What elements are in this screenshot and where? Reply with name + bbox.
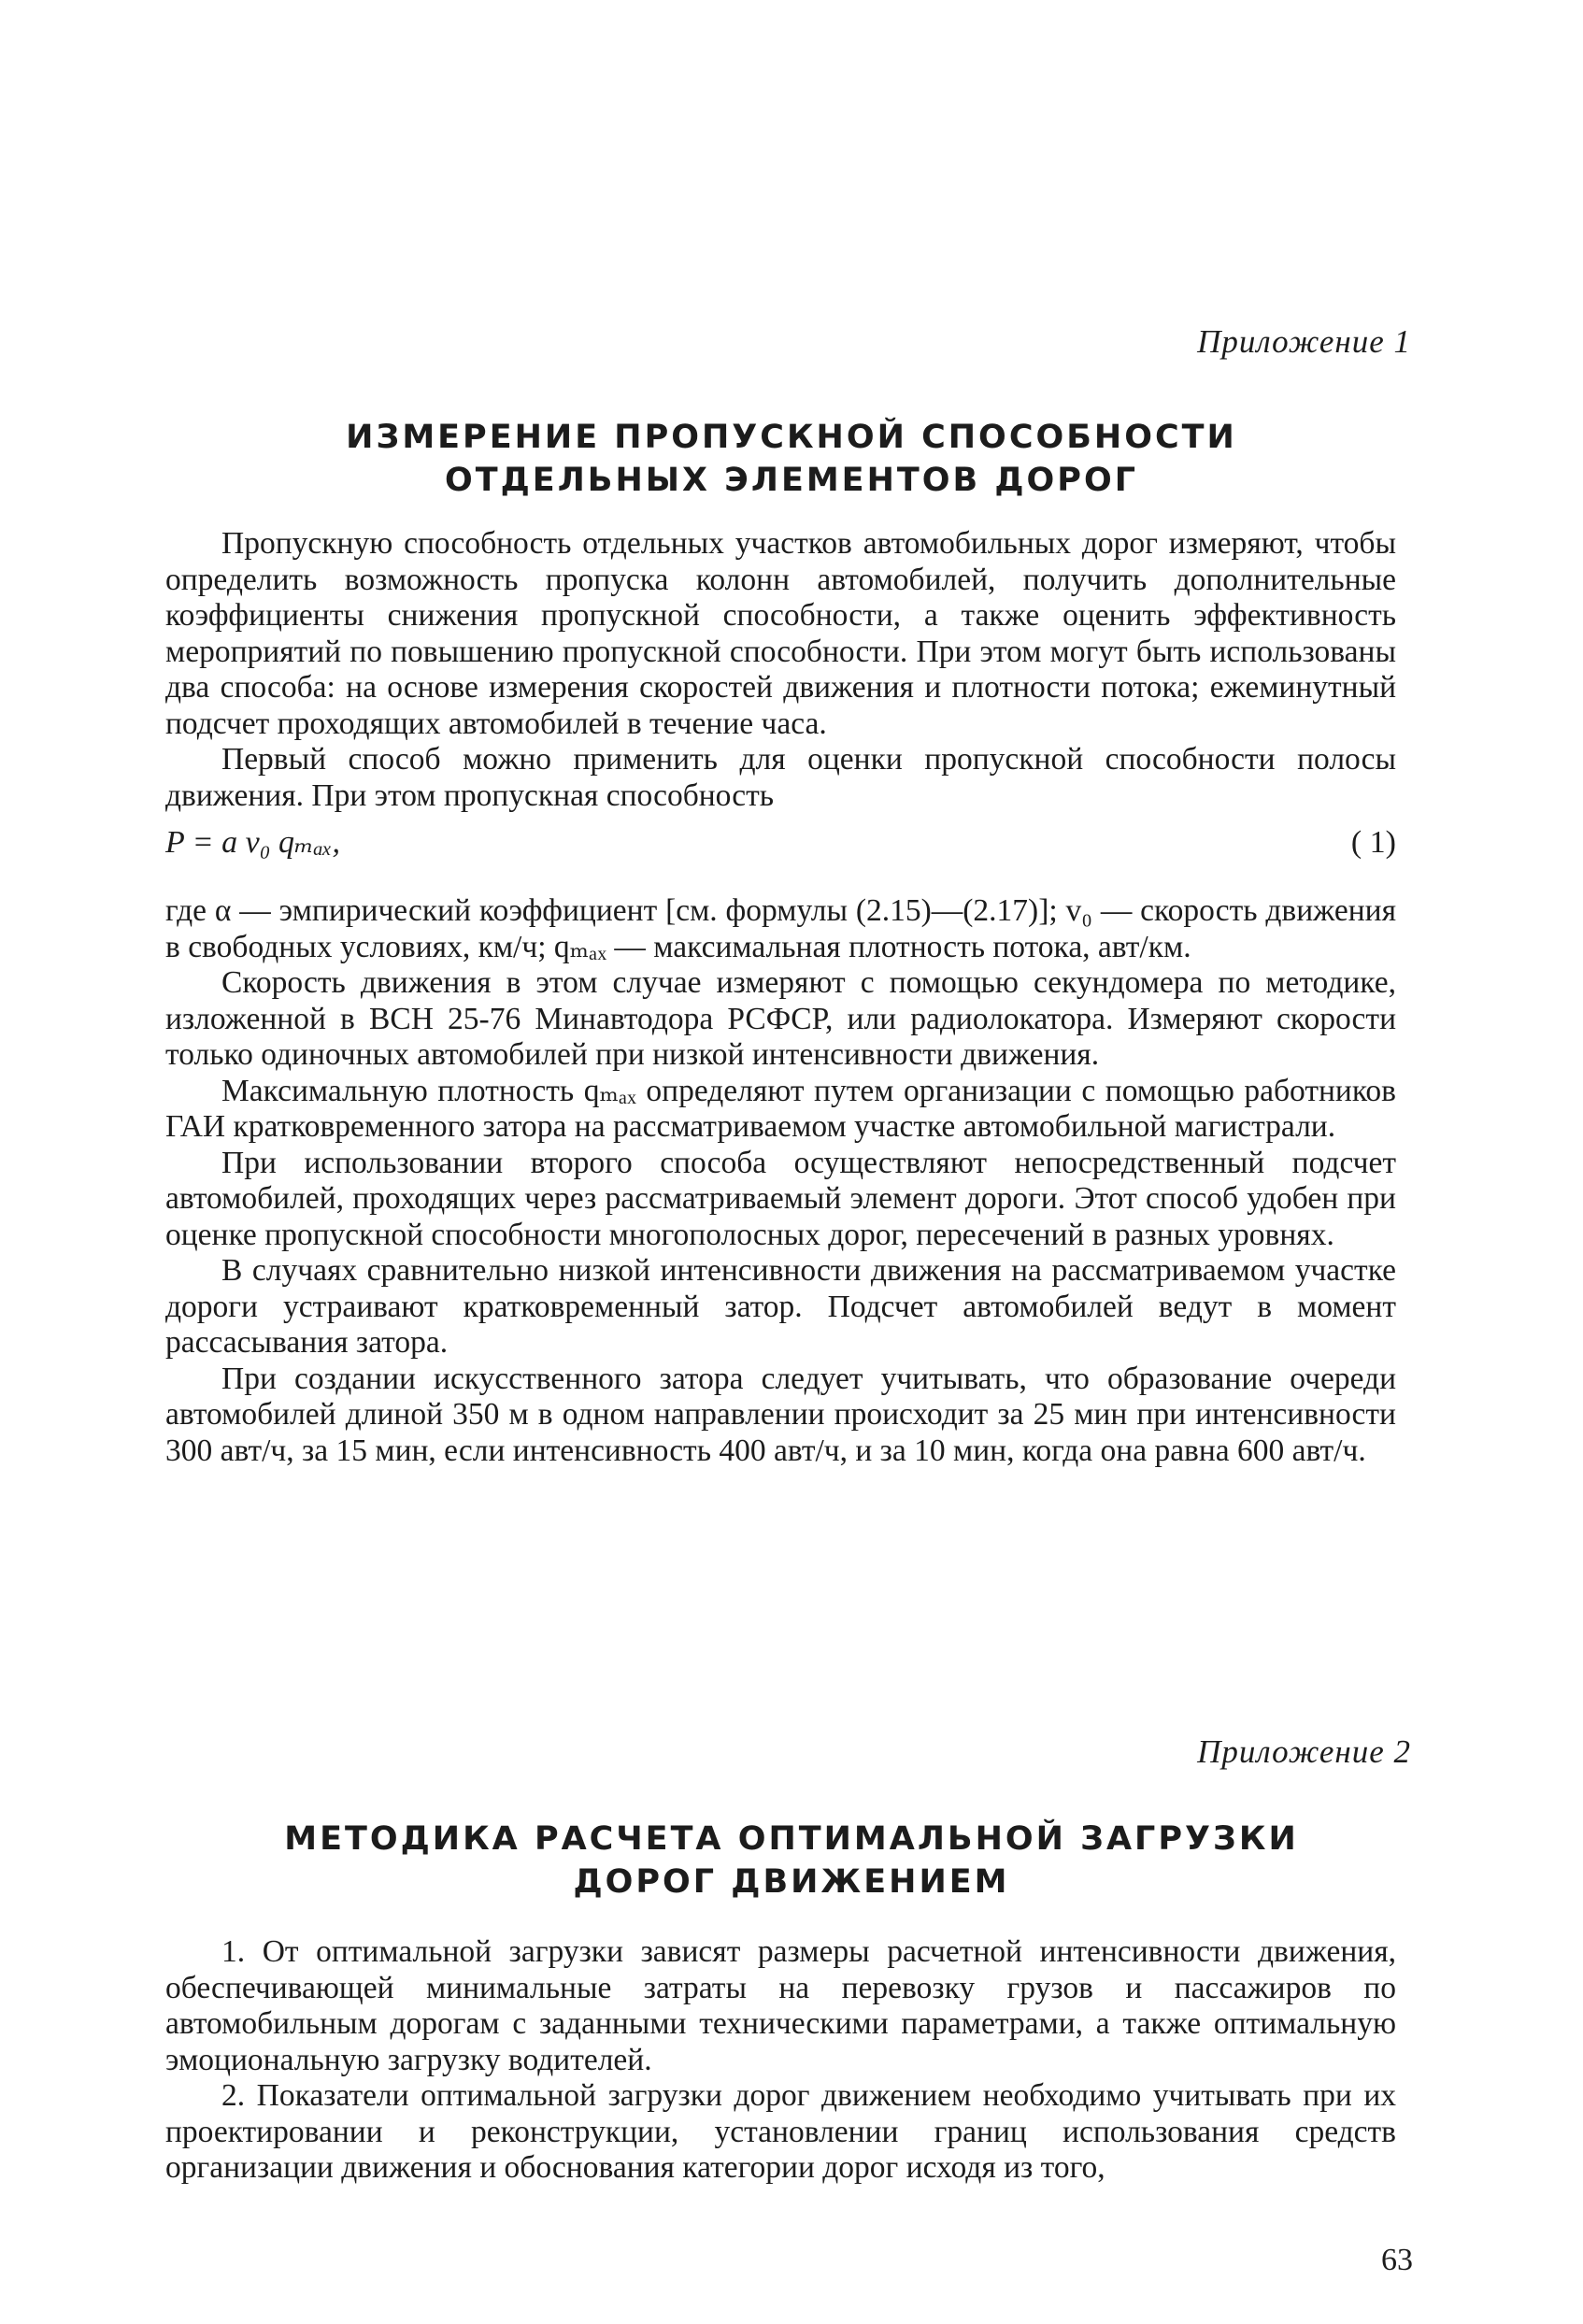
paragraph: 1. От оптимальной загрузки зависят размеры расчетной интенсивности движения, обеспечивающей минимальные затраты на перевозку грузов и пассажиров по автомобильным дорогам с заданными техническими параметрами, а также оптимальную эмоциональную загрузку водителей. — [165, 1934, 1396, 2077]
appendix-2-title — [0, 1818, 1583, 1903]
paragraph: Первый способ можно применить для оценки пропускной способности полосы движения. При этом пропускная способность — [165, 742, 1396, 813]
appendix-1-title — [0, 416, 1583, 502]
paragraph: Максимальную плотность qₘₐₓ определяют путем организации с помощью работников ГАИ кратковременного затора на рассматриваемом участке автомобильной магистрали. — [165, 1073, 1396, 1144]
appendix-1-label: Приложение 1 — [1197, 323, 1411, 360]
paragraph: Пропускную способность отдельных участков автомобильных дорог измеряют, чтобы определить возможность пропуска колонн автомобилей, получить дополнительные коэффициенты снижения пропускной способности, а также оценить эффективность мероприятий по повышению пропускной способности. При этом могут быть использованы два способа: на основе измерения скоростей движения и плотности потока; ежеминутный подсчет проходящих автомобилей в течение часа. — [165, 526, 1396, 741]
appendix-1-title-line-2: ОТДЕЛЬНЫХ ЭЛЕМЕНТОВ ДОРОГ — [445, 462, 1138, 499]
appendix-1-body — [165, 526, 1396, 1469]
paragraph: где α — эмпирический коэффициент [см. формулы (2.15)—(2.17)]; v₀ — скорость движения в свободных условиях, км/ч; qₘₐₓ — максимальная плотность потока, авт/км. — [165, 893, 1396, 964]
paragraph: При использовании второго способа осуществляют непосредственный подсчет автомобилей, проходящих через рассматриваемый элемент дороги. Этот способ удобен при оценке пропускной способности многополосных дорог, пересечений в разных уровнях. — [165, 1145, 1396, 1252]
page-number: 63 — [1381, 2243, 1413, 2277]
appendix-1-title-line-1: ИЗМЕРЕНИЕ ПРОПУСКНОЙ СПОСОБНОСТИ — [346, 419, 1237, 456]
appendix-2-title-line-2: ДОРОГ ДВИЖЕНИЕМ — [573, 1863, 1010, 1901]
appendix-2-body — [165, 1934, 1396, 2187]
paragraph: При создании искусственного затора следует учитывать, что образование очереди автомобилей длиной 350 м в одном направлении происходит за 25 мин при интенсивности 300 авт/ч, за 15 мин, если интенсивность 400 авт/ч, и за 10 мин, когда она равна 600 авт/ч. — [165, 1361, 1396, 1468]
formula-row — [165, 814, 1396, 893]
paragraph: В случаях сравнительно низкой интенсивности движения на рассматриваемом участке дороги устраивают кратковременный затор. Подсчет автомобилей ведут в момент рассасывания затора. — [165, 1253, 1396, 1360]
paragraph: Скорость движения в этом случае измеряют с помощью секундомера по методике, изложенной в ВСН 25-76 Минавтодора РСФСР, или радиолокатора. Измеряют скорости только одиночных автомобилей при низкой интенсивности движения. — [165, 965, 1396, 1072]
paragraph: 2. Показатели оптимальной загрузки дорог движением необходимо учитывать при их проектировании и реконструкции, установлении границ использования средств организации движения и обоснования категории дорог исходя из того, — [165, 2078, 1396, 2185]
formula-number: ( 1) — [1350, 825, 1396, 860]
appendix-2-title-line-1: МЕТОДИКА РАСЧЕТА ОПТИМАЛЬНОЙ ЗАГРУЗКИ — [284, 1820, 1299, 1858]
appendix-2-label: Приложение 2 — [1197, 1733, 1411, 1770]
formula: P = a v₀ qₘₐₓ, — [165, 825, 340, 860]
